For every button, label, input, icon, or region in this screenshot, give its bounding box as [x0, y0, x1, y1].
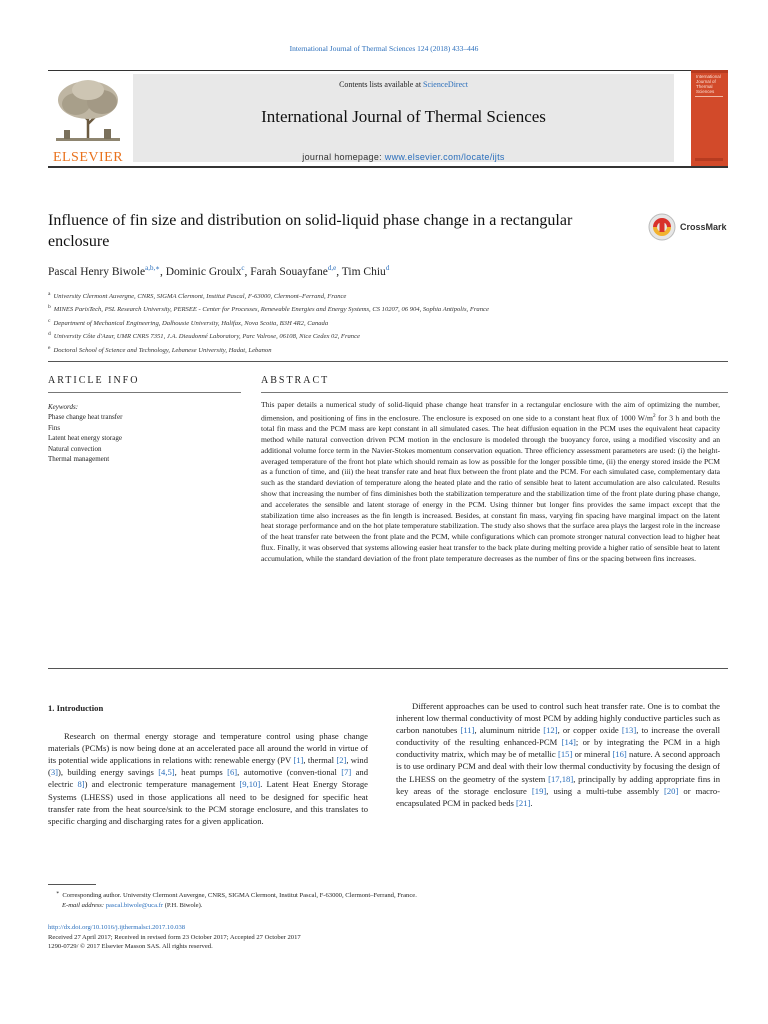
- paragraph-text: , principally by adding appropriate fins in key areas of the storage enclosure: [396, 773, 720, 796]
- citation-link[interactable]: [7]: [341, 767, 352, 778]
- author-name[interactable]: Tim Chiu: [341, 265, 386, 278]
- footnote-star: ∗: [56, 891, 60, 896]
- abstract-text-part: This paper details a numerical study of solid-liquid phase change heat transfer in a rectangular enclosure with the aim of optimizing the number, dimension, and positioning of fins in the enclosure. The enclosure is exposed on one side to a constant heat flux of 1000 W/m: [261, 400, 720, 423]
- affiliation-text: University Côte d'Azur, UMR CNRS 7351, J.A. Dieudonné Laboratory, Parc Valrose, 06108, Nice Cedex 02, France: [53, 333, 360, 341]
- author-list: [48, 264, 728, 278]
- contents-availability: [133, 80, 674, 89]
- affiliation-mark: c: [48, 317, 51, 324]
- cover-title: International Journal of Thermal Sciences: [696, 74, 721, 94]
- paragraph-text: Research on thermal energy storage and temperature control using phase change materials (PCMs) is now being done at an accelerated pace all around the world in virtue of its potential wide applications in relations with: renewable energy (PV: [48, 731, 368, 766]
- abstract-text: [261, 400, 720, 564]
- paragraph-text: ), building energy savings: [58, 767, 159, 778]
- journal-info-box: [133, 74, 674, 162]
- citation-link[interactable]: [21]: [516, 797, 531, 808]
- citation-link[interactable]: [17,18]: [548, 773, 574, 784]
- paragraph-text: , to increase the overall conductivity of the resulting enhanced-PCM: [396, 725, 721, 748]
- citation-link[interactable]: 8]: [77, 779, 85, 790]
- crossmark-badge[interactable]: [648, 213, 738, 243]
- section-divider: [48, 668, 728, 669]
- crossmark-label: CrossMark: [680, 222, 727, 232]
- body-column-left: [48, 702, 368, 827]
- keywords-block: [48, 402, 238, 464]
- paragraph-text: .: [530, 797, 533, 808]
- abstract-rule: [261, 392, 728, 393]
- affiliation-item: [48, 343, 728, 356]
- elsevier-logo[interactable]: [48, 74, 128, 164]
- article-title: Influence of fin size and distribution on solid-liquid phase change in a rectangular enclosure: [48, 212, 573, 250]
- citation-link[interactable]: [16]: [612, 749, 627, 760]
- crossmark-icon: [648, 213, 676, 241]
- contents-label: Contents lists available at: [339, 80, 424, 89]
- keyword-item: Latent heat energy storage: [48, 434, 122, 443]
- citation-link[interactable]: [6]: [227, 767, 238, 778]
- paragraph-text: , wind (: [48, 755, 368, 778]
- affiliation-item: [48, 289, 728, 302]
- affiliation-list: [48, 289, 728, 356]
- paragraph-text: nature. A second approach is to use ordinary PCM and deal with their low thermal conductivity by focusing the design of the LHESS on the geometry of the system: [396, 749, 721, 784]
- affiliation-text: University Clermont Auvergne, CNRS, SIGMA Clermont, Institut Pascal, F-63000, Clermont–Ferrand, France: [53, 293, 347, 301]
- keyword-item: Thermal management: [48, 455, 110, 464]
- email-label: E-mail address:: [62, 902, 105, 910]
- elsevier-logo-text: ELSEVIER: [52, 150, 124, 165]
- citation-link[interactable]: [20]: [664, 785, 679, 796]
- paragraph-text: , thermal: [303, 755, 337, 766]
- paragraph-text: , or copper oxide: [557, 725, 622, 736]
- section-divider: [48, 361, 728, 362]
- citation-link[interactable]: [15]: [558, 749, 573, 760]
- citation-link[interactable]: [14]: [561, 737, 576, 748]
- affiliation-text: MINES ParisTech, PSL Research University, PERSEE - Center for Processes, Renewable Energies and Energy Systems, CS 10207, 06 904, Sophia Antipolis, France: [53, 306, 489, 314]
- article-info-rule: [48, 392, 241, 393]
- unit-exponent: 2: [652, 412, 656, 419]
- email-link[interactable]: pascal.biwole@uca.fr: [105, 902, 164, 910]
- paragraph-text: or mineral: [572, 749, 613, 760]
- author-name[interactable]: Pascal Henry Biwole: [48, 265, 146, 278]
- paragraph-text: , aluminum nitride: [474, 725, 544, 736]
- author-separator: ,: [336, 265, 342, 278]
- paragraph-text: , using a multi-tube assembly: [546, 785, 665, 796]
- article-info-heading: ARTICLE INFO: [48, 375, 140, 386]
- affiliation-text: Doctoral School of Science and Technology, Lebanese University, Hadat, Lebanon: [53, 346, 272, 354]
- journal-title: International Journal of Thermal Sciences: [261, 107, 546, 126]
- paragraph: [396, 700, 720, 809]
- author-affiliation-marks[interactable]: a,b,∗: [145, 264, 160, 272]
- citation-link[interactable]: [19]: [531, 785, 547, 796]
- citation-link[interactable]: [12]: [543, 725, 558, 736]
- paragraph-text: . Latent Heat Energy Storage Systems (LHESS) used in those applications all need to be designed for specific heat transfer rate from the heat source/sink to the PCM storage enclosure, and this translates to specific charging and discharging rates for a given application.: [48, 779, 369, 826]
- paragraph-text: Different approaches can be used to control such heat transfer rate. One is to combat the inherent low thermal conductivity of most PCM by adding highly conductive particles such as carbon nanotubes: [396, 701, 720, 736]
- footnotes: [48, 889, 728, 911]
- affiliation-item: [48, 302, 728, 315]
- abstract-heading: ABSTRACT: [261, 375, 330, 386]
- author-name[interactable]: Farah Souayfane: [250, 265, 328, 278]
- journal-cover-thumbnail[interactable]: [691, 70, 728, 166]
- paragraph: [48, 730, 368, 827]
- masthead-top-rule: [48, 70, 728, 71]
- corresponding-author-text: Corresponding author. University Clermont Auvergne, CNRS, SIGMA Clermont, Institut Pascal, F-63000, Clermont–Ferrand, France.: [62, 892, 417, 900]
- corresponding-author-note: [48, 889, 728, 901]
- abstract-text-part: for 3 h and both the total fin mass and the PCM mass are kept constant in all simulated cases. The heat diffusion equation in the PCM uses the equivalent heat capacity method while natural convection driven PCM motion in the enclosure is modeled through the buoyancy force, using a modified viscosity and an additional volume force term in the Navier-Stokes momentum conservation equation. Three efficiency assessment parameters are used: (i) the height-averaged temperature of the front hot plate which should remain as low as possible for the longer possible time, (ii) the energy stored inside the PCM as a function of time, and (iii) the heat transfer rate and heat flux between the front plate and the PCM. For each simulated case, complementary data such as the standard deviation of temperature along the heated plate and the ratio of sensible heat to latent accumulation are also calculated. Results show that increasing the number of fins diminishes both the stabilization temperature and the stabilization time of the front plate during phase change, and accelerates the sensible and latent storage of energy in the PCM. Using thinner but longer fins provides the same impact except that the stabilization time also increases as the fin length is increased. Besides, at constant fin mass, varying fin spacing have marginal impact on the latent heat storage performance and on the hot plate temperature stabilization. The study also shows that the surface area plays the largest role in the increase of the heat transfer rate between the front plate and the PCM, while configurations which can promote stronger natural convection lead to higher heat flux. Finally, it was observed that systems allowing easier heat transfer to the back plate during melting provide a higher ratio of sensible heat to latent accumulation, while the standard deviation of the front plate temperature decreases as the number of fins or the spacing between fins increases.: [261, 413, 720, 563]
- citation-link[interactable]: [1]: [293, 755, 304, 766]
- citation-link[interactable]: [11]: [460, 725, 475, 736]
- body-column-right: [396, 700, 720, 809]
- citation-link[interactable]: [9,10]: [239, 779, 261, 790]
- journal-reference-link[interactable]: International Journal of Thermal Sciences 124 (2018) 433–446: [289, 44, 479, 53]
- homepage-label: journal homepage:: [302, 152, 385, 162]
- paragraph-text: , automotive (conven-tional: [237, 767, 342, 778]
- paragraph-text: ; or by integrating the PCM in a high conductivity matrix, which may be of metallic: [396, 737, 720, 760]
- journal-homepage: [133, 152, 674, 162]
- author-affiliation-marks[interactable]: c: [241, 264, 245, 272]
- citation-link[interactable]: [13]: [621, 725, 637, 736]
- keyword-item: Natural convection: [48, 444, 102, 453]
- author-separator: ,: [244, 265, 251, 278]
- affiliation-mark: d: [48, 331, 51, 338]
- paragraph-text: or macro-encapsulated PCM in packed beds: [396, 785, 720, 808]
- section-heading: 1. Introduction: [48, 703, 104, 713]
- paragraph-text: and electric: [48, 767, 369, 790]
- affiliation-item: [48, 316, 728, 329]
- citation-link[interactable]: 3]: [50, 767, 59, 778]
- keyword-item: Phase change heat transfer: [48, 413, 123, 422]
- cover-decoration-icon: [691, 70, 728, 166]
- masthead-bottom-rule: [48, 166, 728, 168]
- footnote-rule: [48, 884, 96, 885]
- keywords-label: Keywords:: [48, 403, 79, 411]
- journal-homepage-link[interactable]: www.elsevier.com/locate/ijts: [384, 152, 505, 162]
- citation-link[interactable]: [2]: [336, 755, 347, 766]
- received-dates: Received 27 April 2017; Received in revised form 23 October 2017; Accepted 27 October 2017: [48, 933, 301, 941]
- author-name[interactable]: Dominic Groulx: [165, 265, 242, 278]
- sciencedirect-link[interactable]: ScienceDirect: [423, 80, 468, 89]
- author-affiliation-marks[interactable]: d: [385, 264, 390, 272]
- affiliation-mark: a: [48, 291, 51, 297]
- publication-details: [48, 923, 728, 952]
- doi-link[interactable]: http://dx.doi.org/10.1016/j.ijthermalsci.2017.10.038: [48, 924, 186, 931]
- affiliation-text: Department of Mechanical Engineering, Dalhousie University, Halifax, Nova Scotia, B3H 4R2, Canada: [53, 319, 329, 327]
- email-note: [48, 901, 728, 911]
- affiliation-mark: b: [48, 304, 51, 311]
- affiliation-mark: e: [48, 344, 51, 351]
- author-affiliation-marks[interactable]: d,e: [327, 264, 337, 272]
- citation-link[interactable]: [4,5]: [158, 767, 175, 778]
- journal-masthead: [48, 70, 728, 166]
- paragraph-text: ) and electronic temperature management: [84, 779, 240, 790]
- copyright-line: 1290-0729/ © 2017 Elsevier Masson SAS. All rights reserved.: [48, 943, 213, 951]
- email-suffix: (P.H. Biwole).: [163, 902, 203, 910]
- paragraph-text: , heat pumps: [174, 767, 228, 778]
- author-separator: ,: [159, 265, 166, 278]
- affiliation-item: [48, 329, 728, 342]
- keyword-item: Fins: [48, 423, 61, 432]
